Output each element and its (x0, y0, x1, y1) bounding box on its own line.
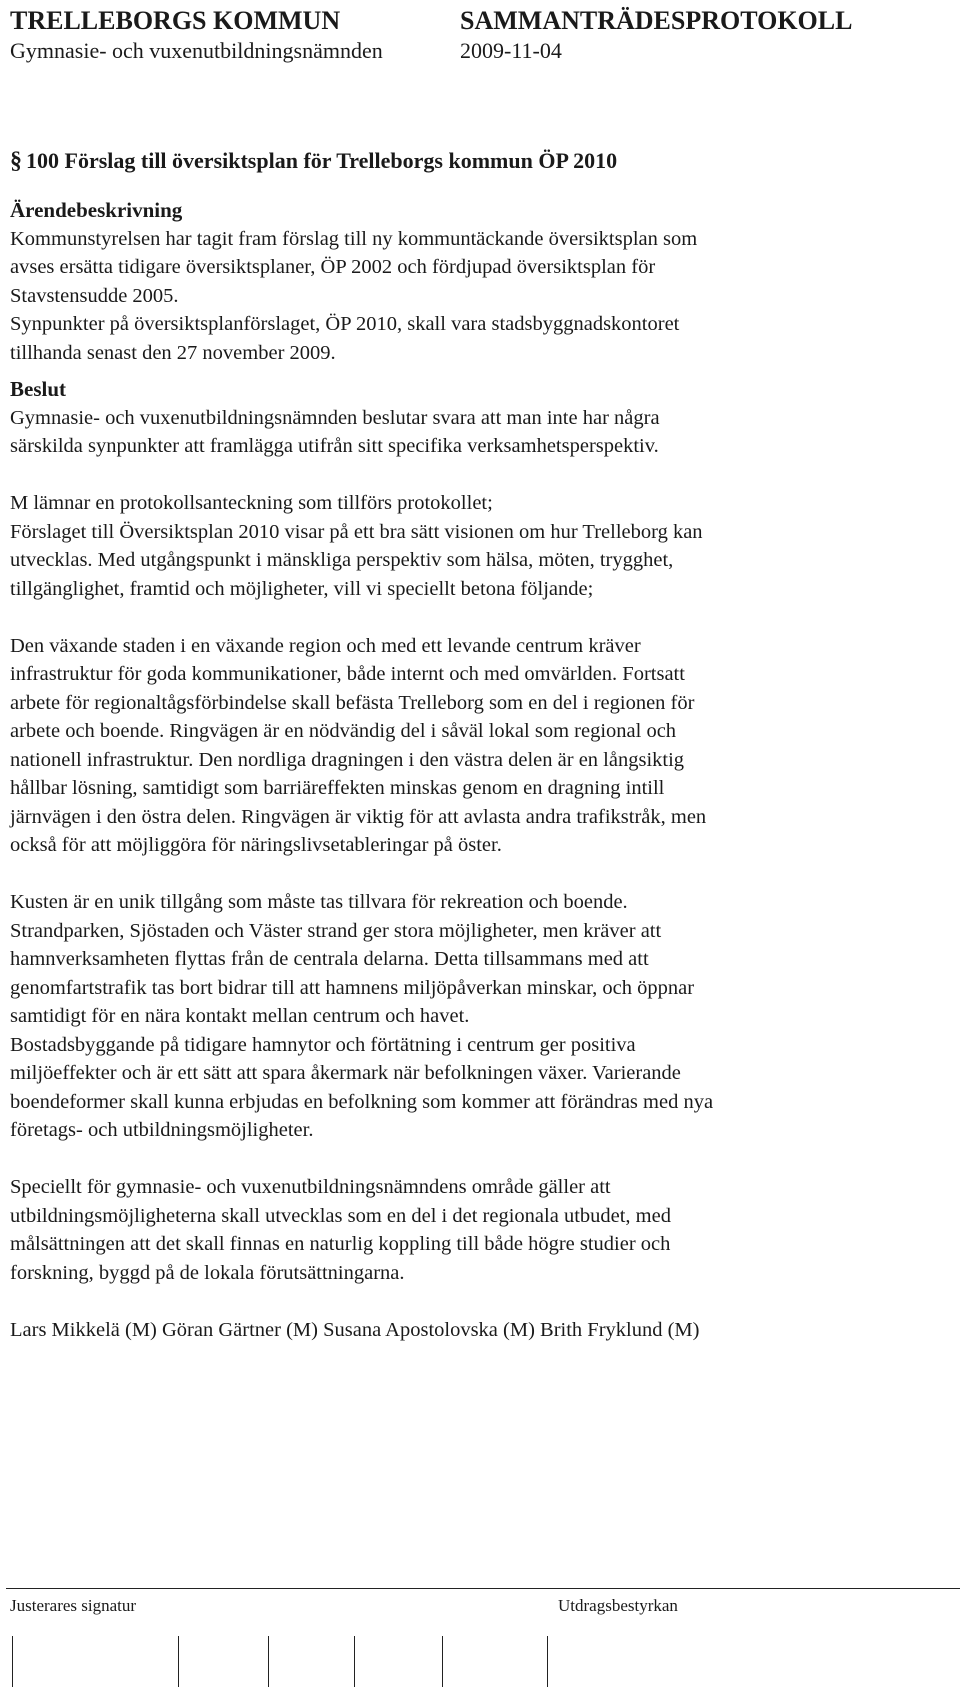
beslut-heading: Beslut (10, 377, 67, 401)
signature-box-divider (178, 1636, 179, 1687)
meeting-date: 2009-11-04 (460, 38, 562, 63)
text-line: Synpunkter på översiktsplanförslaget, ÖP 2010, skall vara stadsbyggnadskontoret (10, 313, 680, 335)
text-line: utbildningsmöjligheterna skall utvecklas som en del i det regionala utbudet, med (10, 1204, 671, 1227)
text-line: Bostadsbyggande på tidigare hamnytor och förtätning i centrum ger positiva (10, 1033, 636, 1056)
text-line: målsättningen att det skall finnas en naturlig koppling till både högre studier och (10, 1233, 671, 1255)
text-line: nationell infrastruktur. Den nordliga dragningen i den västra delen är en långsiktig (10, 748, 685, 771)
section-sign: § (10, 148, 22, 174)
text-line: Kusten är en unik tillgång som måste tas tillvara för rekreation och boende. (10, 891, 628, 913)
text-line: forskning, byggd på de lokala förutsättningarna. (10, 1261, 405, 1284)
utdragsbestyrkan-label: Utdragsbestyrkan (558, 1596, 678, 1615)
signature-box-divider (354, 1636, 355, 1687)
item-title-text: 100 Förslag till översiktsplan för Trelleborgs kommun ÖP 2010 (26, 148, 618, 173)
text-line: arbete och boende. Ringvägen är en nödvändig del i såväl lokal som regional och (10, 720, 677, 742)
signature-box-divider (442, 1636, 443, 1687)
text-line: hamnverksamheten flyttas från de centrala delarna. Detta tillsammans med att (10, 948, 649, 970)
text-line: företags- och utbildningsmöjligheter. (10, 1119, 314, 1141)
text-line: Kommunstyrelsen har tagit fram förslag till ny kommuntäckande översiktsplan som (10, 227, 698, 250)
item-title (10, 148, 617, 175)
text-line: Stavstensudde 2005. (10, 284, 179, 307)
board-name: Gymnasie- och vuxenutbildningsnämnden (10, 38, 383, 63)
signature-box-divider (547, 1636, 548, 1687)
text-line: Förslaget till Översiktsplan 2010 visar på ett bra sätt visionen om hur Trelleborg kan (10, 520, 703, 543)
text-line: Speciellt för gymnasie- och vuxenutbildningsnämndens område gäller att (10, 1176, 611, 1198)
arende-heading: Ärendebeskrivning (10, 198, 183, 222)
text-line: samtidigt för en nära kontakt mellan centrum och havet. (10, 1005, 470, 1027)
footer-rule (6, 1588, 960, 1589)
text-line: Den växande staden i en växande region och med ett levande centrum kräver (10, 634, 641, 657)
text-line: genomfartstrafik tas bort bidrar till att hamnens miljöpåverkan minskar, och öppnar (10, 976, 695, 999)
text-line: tillhanda senast den 27 november 2009. (10, 341, 336, 364)
text-line: boendeformer skall kunna erbjudas en befolkning som kommer att förändras med nya (10, 1090, 714, 1113)
text-line: Strandparken, Sjöstaden och Väster strand ger stora möjligheter, men kräver att (10, 919, 662, 942)
page-header (10, 0, 928, 64)
text-line: också för att möjliggöra för näringslivsetableringar på öster. (10, 834, 502, 856)
paragraph-education (10, 1173, 950, 1287)
justerares-signatur-label: Justerares signatur (10, 1596, 137, 1615)
text-line: särskilda synpunkter att framlägga utifrån sitt specifika verksamhetsperspektiv. (10, 435, 659, 457)
text-line: avses ersätta tidigare översiktsplaner, ÖP 2002 och fördjupad översiktsplan för (10, 256, 656, 278)
text-line: utvecklas. Med utgångspunkt i mänskliga perspektiv som hälsa, möten, trygghet, (10, 549, 674, 571)
text-line: järnvägen i den östra delen. Ringvägen är viktig för att avlasta andra trafikstråk, men (10, 805, 707, 828)
text-line: miljöeffekter och är ett sätt att spara åkermark när befolkningen växer. Varierande (10, 1062, 681, 1084)
text-line: infrastruktur för goda kommunikationer, både internt och med omvärlden. Fortsatt (10, 663, 685, 685)
beslut-text (10, 404, 950, 461)
org-name: TRELLEBORGS KOMMUN (10, 6, 341, 35)
text-line: arbete för regionaltågsförbindelse skall befästa Trelleborg som en del i regionen för (10, 691, 695, 714)
text-line: hållbar lösning, samtidigt som barriäreffekten minskas genom en dragning intill (10, 777, 665, 799)
protocol-note (10, 489, 950, 603)
signature-footer (0, 1588, 960, 1687)
text-line: M lämnar en protokollsanteckning som tillförs protokollet; (10, 492, 493, 514)
document-type: SAMMANTRÄDESPROTOKOLL (460, 6, 853, 35)
signature-box-divider (12, 1636, 13, 1687)
signature-box-divider (268, 1636, 269, 1687)
paragraph-coast (10, 888, 950, 1145)
signatories: Lars Mikkelä (M) Göran Gärtner (M) Susana Apostolovska (M) Brith Fryklund (M) (10, 1318, 700, 1341)
text-line: Gymnasie- och vuxenutbildningsnämnden beslutar svara att man inte har några (10, 406, 660, 429)
paragraph-growth (10, 632, 950, 860)
arende-text (10, 225, 950, 368)
text-line: tillgänglighet, framtid och möjligheter, vill vi speciellt betona följande; (10, 577, 594, 600)
document-body (10, 196, 950, 1344)
